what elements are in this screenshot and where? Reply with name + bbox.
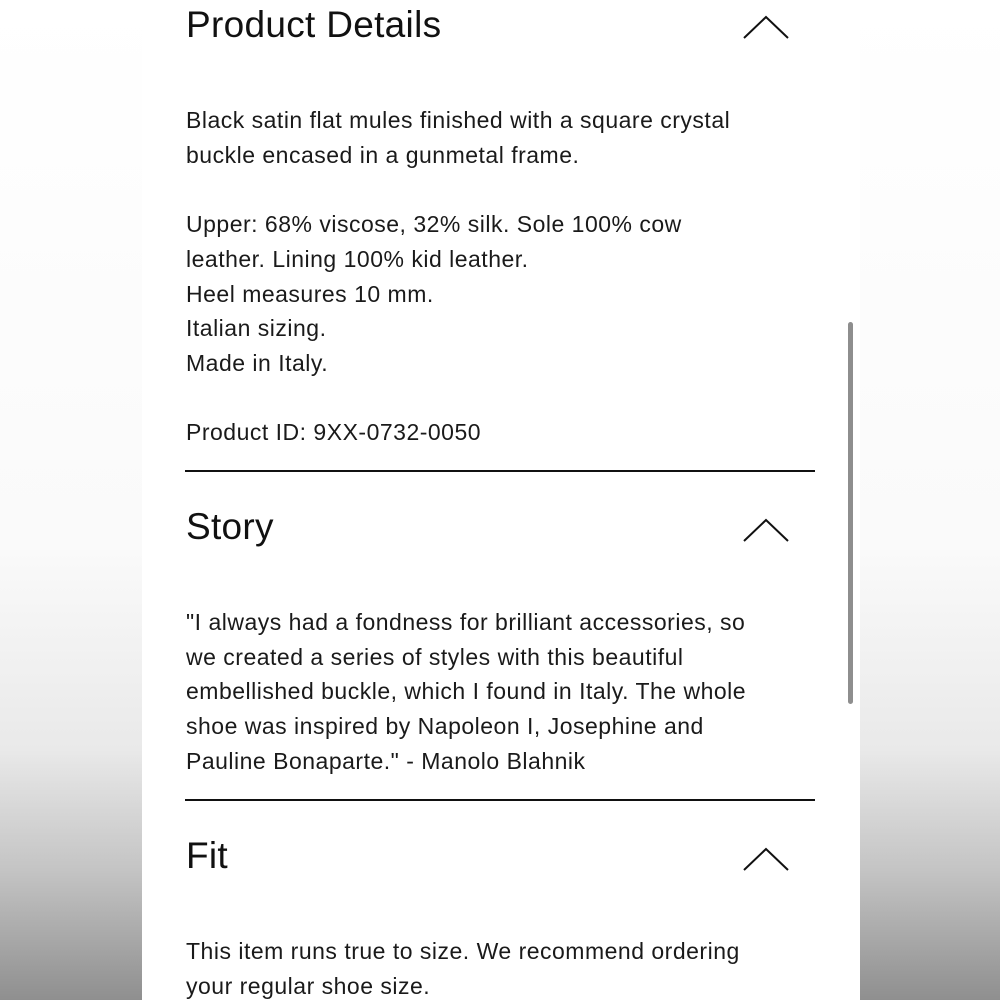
scrollbar-thumb[interactable] xyxy=(848,322,853,704)
product-id-text: Product ID: 9XX-0732-0050 xyxy=(186,419,482,446)
section-divider xyxy=(185,799,815,801)
product-details-header[interactable]: Product Details xyxy=(186,4,442,45)
chevron-up-icon[interactable] xyxy=(742,846,790,872)
left-backdrop xyxy=(0,0,142,1000)
text-line: buckle encased in a gunmetal frame. xyxy=(186,141,580,168)
product-info-panel xyxy=(142,0,860,1000)
text-line xyxy=(186,172,826,207)
text-line: Heel measures 10 mm. xyxy=(186,280,434,307)
right-backdrop xyxy=(860,0,1000,1000)
text-line: your regular shoe size. xyxy=(186,972,431,999)
text-line: "I always had a fondness for brilliant accessories, so xyxy=(186,609,746,635)
text-line: leather. Lining 100% kid leather. xyxy=(186,245,529,272)
product-details-text xyxy=(186,103,826,450)
text-line: we created a series of styles with this beautiful xyxy=(186,643,684,670)
text-line: Made in Italy. xyxy=(186,349,329,376)
text-line: Black satin flat mules finished with a square crystal xyxy=(186,107,731,133)
chevron-up-icon[interactable] xyxy=(742,14,790,40)
section-divider xyxy=(185,470,815,472)
text-line: Upper: 68% viscose, 32% silk. Sole 100% cow xyxy=(186,211,682,238)
chevron-up-icon[interactable] xyxy=(742,517,790,543)
text-line: embellished buckle, which I found in Italy. The whole xyxy=(186,678,747,705)
story-text xyxy=(186,605,826,779)
fit-header[interactable]: Fit xyxy=(186,835,229,876)
text-line: shoe was inspired by Napoleon I, Josephine and xyxy=(186,713,704,740)
text-line: Pauline Bonaparte." - Manolo Blahnik xyxy=(186,747,586,774)
fit-text xyxy=(186,934,826,1000)
text-line: This item runs true to size. We recommend ordering xyxy=(186,938,740,964)
text-line: Italian sizing. xyxy=(186,315,327,342)
story-header[interactable]: Story xyxy=(186,506,274,547)
text-line xyxy=(186,381,826,416)
